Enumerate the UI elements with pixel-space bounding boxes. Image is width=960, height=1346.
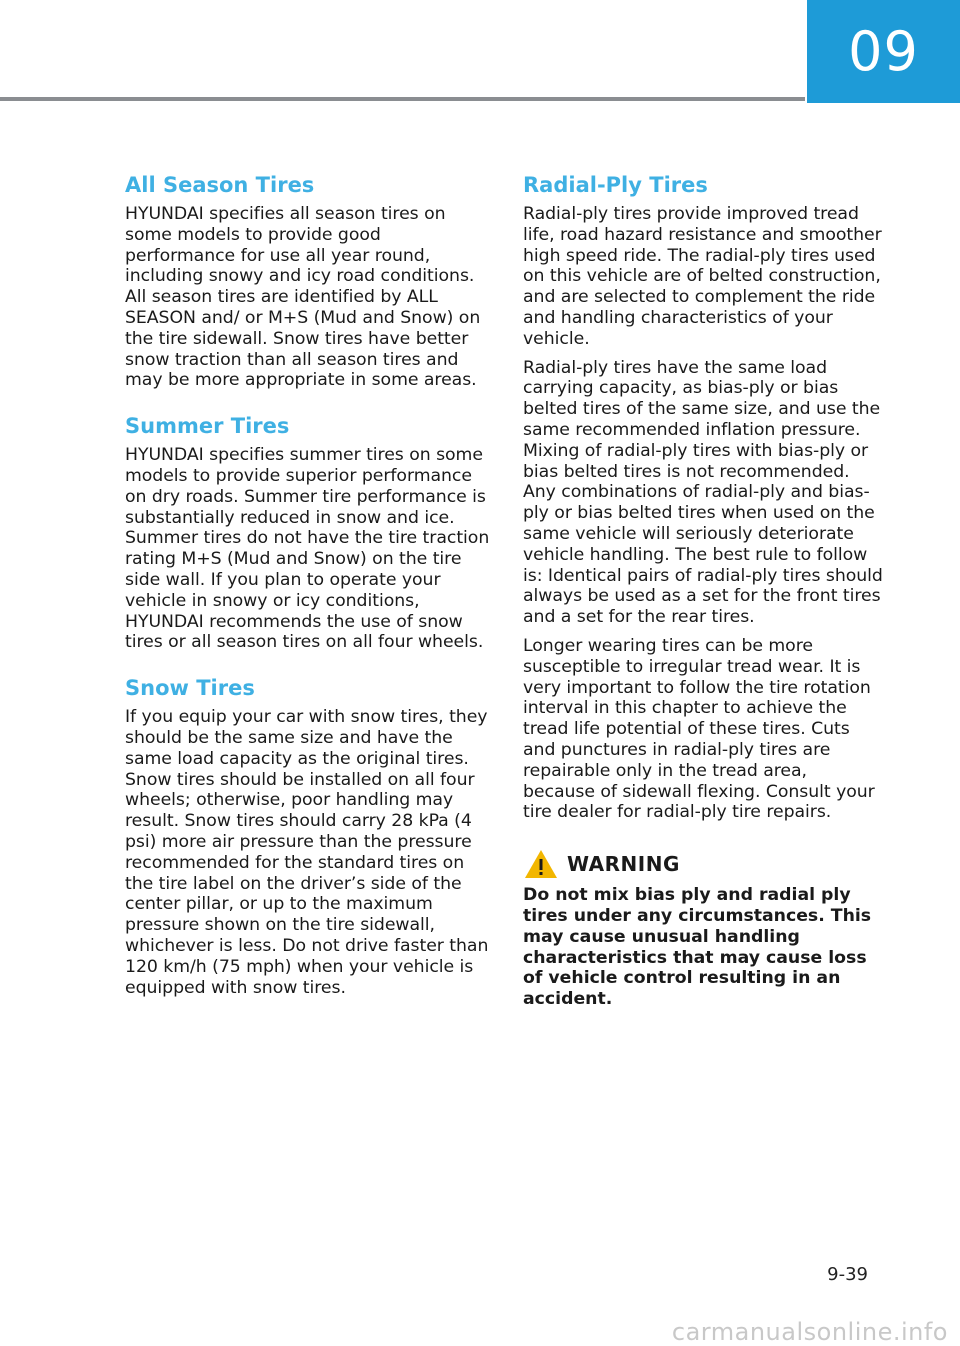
section-title: All Season Tires (125, 173, 315, 197)
warning-text: Do not mix bias ply and radial ply tires under any circumstances. This may cause unusual handling characteristics that may cause loss of vehicle control resulting in an accident. (523, 885, 872, 1010)
warning-box (523, 847, 883, 1010)
header-rule (0, 97, 805, 101)
chapter-number-tab: 09 (807, 0, 960, 103)
warning-label: WARNING (567, 852, 680, 877)
paragraph: If you equip your car with snow tires, they should be the same size and have the same load capacity as the original tires. Snow tires should be installed on all four wheels; otherwise, poor handling may result. Snow tires should carry 28 kPa (4 psi) more air pressure than the pressure recommended for the standard tires on the tire label on the driver’s side of the center pillar, or up to the maximum pressure shown on the tire sidewall, whichever is less. Do not drive faster than 120 km/h (75 mph) when your vehicle is equipped with snow tires. (125, 707, 489, 998)
paragraph: Longer wearing tires can be more susceptible to irregular tread wear. It is very important to follow the tire rotation interval in this chapter to achieve the tread life potential of these tires. Cuts and punctures in radial-ply tires are repairable only in the tread area, because of sidewall flexing. Consult your tire dealer for radial-ply tire repairs. (523, 635, 875, 823)
page-number: 9-39 (827, 1264, 868, 1285)
right-column (523, 170, 883, 1027)
section-snow-tires (125, 673, 490, 998)
warning-triangle-icon (523, 848, 559, 880)
watermark: carmanualsonline.info (671, 1318, 948, 1346)
paragraph: Radial-ply tires provide improved tread life, road hazard resistance and smoother high speed ride. The radial-ply tires used on this vehicle are of belted construction, and are selected to complement the ride and handling characteristics of your vehicle. (523, 204, 882, 349)
section-radial-ply-tires (523, 170, 883, 823)
left-column (125, 170, 490, 1018)
section-summer-tires (125, 411, 490, 653)
paragraph: HYUNDAI specifies all season tires on some models to provide good performance for use all year round, including snowy and icy road conditions. All season tires are identified by ALL SEASON and/ or M+S (Mud and Snow) on the tire sidewall. Snow tires have better snow traction than all season tires and may be more appropriate in some areas. (125, 204, 481, 391)
paragraph: Radial-ply tires have the same load carrying capacity, as bias-ply or bias belted tires of the same size, and use the same recommended inflation pressure. Mixing of radial-ply tires with bias-ply or bias belted tires is not recommended. Any combinations of radial-ply and bias-ply or bias belted tires when used on the same vehicle will seriously deteriorate vehicle handling. The best rule to follow is: Identical pairs of radial-ply tires should always be used as a set for the front tires and a set for the rear tires. (523, 357, 883, 628)
section-title: Radial-Ply Tires (523, 173, 708, 197)
section-title: Summer Tires (125, 414, 290, 439)
warning-header (523, 847, 883, 881)
section-title: Snow Tires (125, 676, 255, 701)
paragraph: HYUNDAI specifies summer tires on some models to provide superior performance on dry roads. Summer tire performance is substantially reduced in snow and ice. Summer tires do not have the tire traction rating M+S (Mud and Snow) on the tire side wall. If you plan to operate your vehicle in snowy or icy conditions, HYUNDAI recommends the use of snow tires or all season tires on all four wheels. (125, 445, 490, 653)
section-all-season-tires (125, 170, 490, 391)
